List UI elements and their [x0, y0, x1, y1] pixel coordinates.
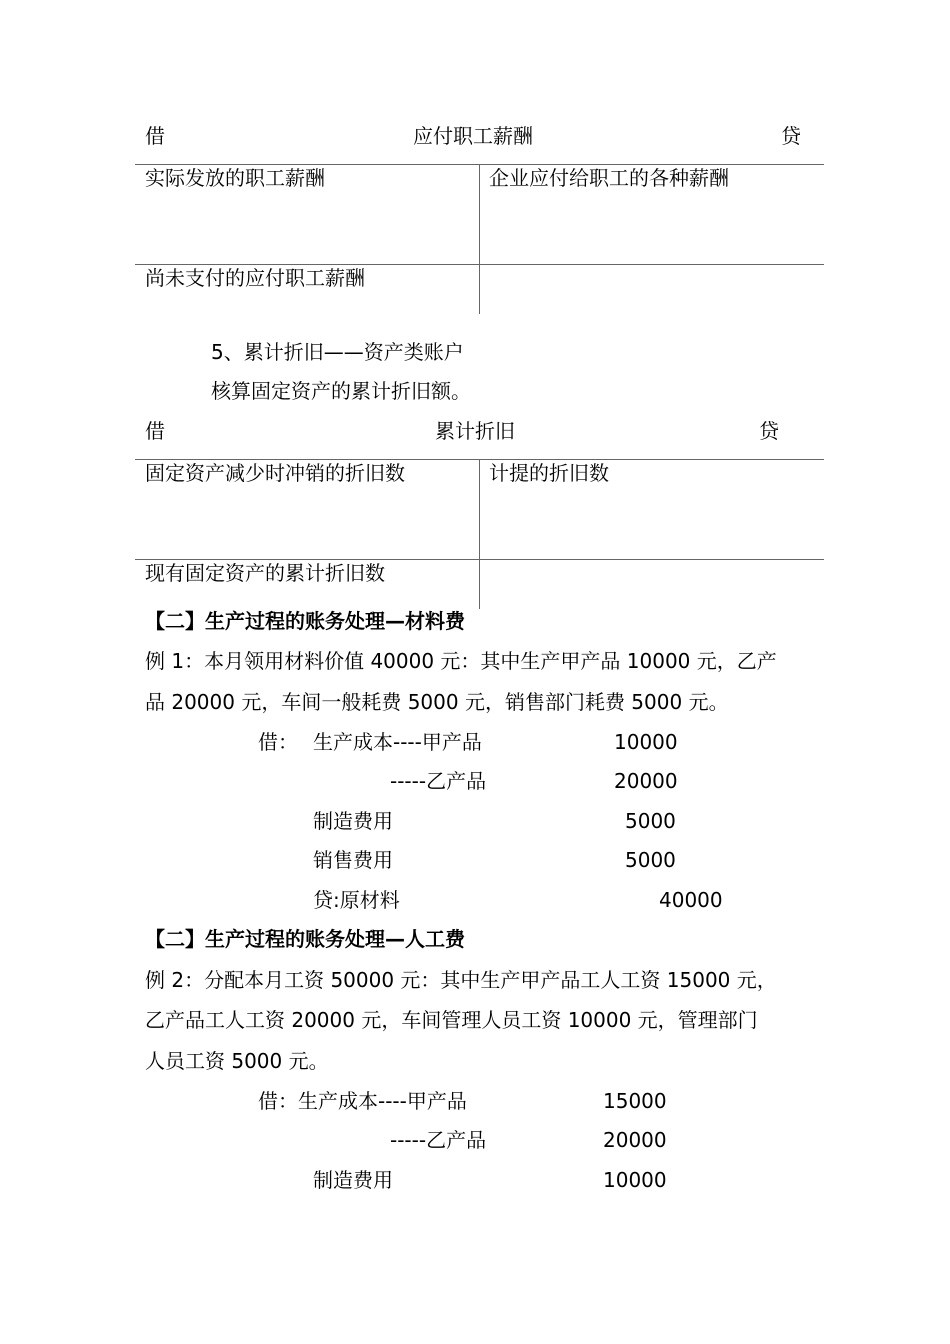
- entry-account: -----乙产品: [390, 1128, 487, 1152]
- example-text-line: 人员工资 5000 元。: [145, 1049, 329, 1073]
- entry-amount: 20000: [614, 769, 678, 793]
- example-text-line: 品 20000 元，车间一般耗费 5000 元，销售部门耗费 5000 元。: [145, 690, 729, 714]
- entry-account: 贷:原材料: [313, 888, 400, 912]
- section-heading: 5、累计折旧——资产类账户: [211, 340, 464, 364]
- credit-label: 贷: [781, 124, 801, 148]
- t-account-title: 累计折旧: [435, 419, 515, 443]
- credit-entry: 企业应付给职工的各种薪酬: [489, 166, 729, 190]
- entry-account: 借：生产成本----甲产品: [258, 1089, 467, 1113]
- t-account-divider: [479, 459, 480, 609]
- entry-account: -----乙产品: [390, 769, 487, 793]
- credit-label: 贷: [759, 419, 779, 443]
- entry-account: 制造费用: [313, 1168, 393, 1192]
- t-account-title: 应付职工薪酬: [413, 124, 533, 148]
- entry-amount: 5000: [625, 848, 676, 872]
- debit-entry: 固定资产减少时冲销的折旧数: [145, 461, 405, 485]
- t-account-balance-rule: [135, 559, 824, 560]
- debit-marker: 借：: [258, 730, 298, 754]
- example-text-line: 例 2：分配本月工资 50000 元：其中生产甲产品工人工资 15000 元，: [145, 968, 777, 992]
- entry-amount: 10000: [614, 730, 678, 754]
- credit-entry: 计提的折旧数: [489, 461, 609, 485]
- entry-amount: 20000: [603, 1128, 667, 1152]
- t-account-balance-rule: [135, 264, 824, 265]
- entry-amount: 15000: [603, 1089, 667, 1113]
- t-account-divider: [479, 164, 480, 314]
- debit-balance: 尚未支付的应付职工薪酬: [145, 266, 365, 290]
- entry-account: 制造费用: [313, 809, 393, 833]
- debit-entry: 实际发放的职工薪酬: [145, 166, 325, 190]
- section-description: 核算固定资产的累计折旧额。: [211, 379, 471, 403]
- entry-amount: 10000: [603, 1168, 667, 1192]
- debit-label: 借: [145, 419, 165, 443]
- debit-label: 借: [145, 124, 165, 148]
- entry-amount: 40000: [659, 888, 723, 912]
- entry-account: 生产成本----甲产品: [313, 730, 482, 754]
- example-heading: 【二】生产过程的账务处理—材料费: [145, 609, 465, 633]
- entry-account: 销售费用: [313, 848, 393, 872]
- example-text-line: 例 1：本月领用材料价值 40000 元：其中生产甲产品 10000 元，乙产: [145, 649, 777, 673]
- example-heading: 【二】生产过程的账务处理—人工费: [145, 927, 465, 951]
- debit-balance: 现有固定资产的累计折旧数: [145, 561, 385, 585]
- entry-amount: 5000: [625, 809, 676, 833]
- example-text-line: 乙产品工人工资 20000 元，车间管理人员工资 10000 元，管理部门: [145, 1008, 758, 1032]
